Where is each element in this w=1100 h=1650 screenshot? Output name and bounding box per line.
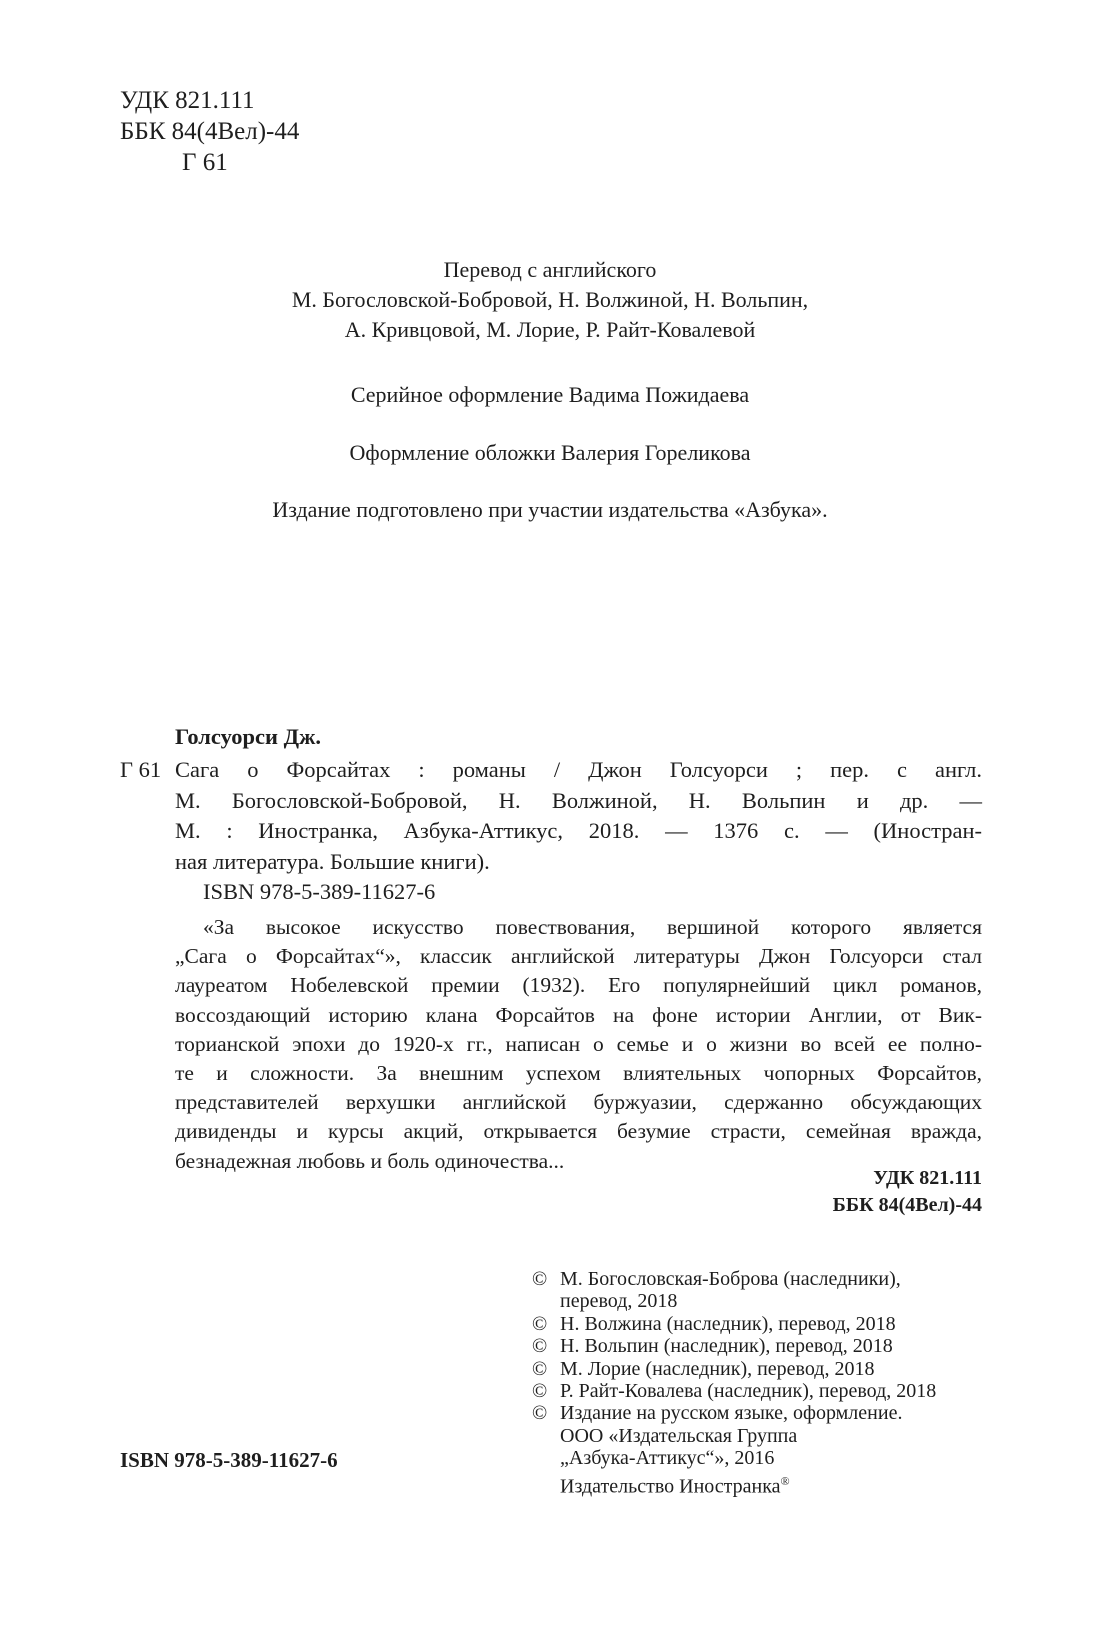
copyright-line: Издание на русском языке, оформление. (560, 1402, 903, 1425)
copyright-line: М. Богословская-Боброва (наследники), (560, 1268, 901, 1290)
record-line: М. : Иностранка, Азбука-Аттикус, 2018. — 1376 с. — (Иностран- (175, 818, 982, 843)
record-author-mark: Г 61 (120, 757, 162, 782)
copyright-entry (532, 1380, 936, 1402)
footer-bbk-code: ББК 84(4Вел)-44 (832, 1194, 982, 1216)
copyright-icon: © (532, 1402, 548, 1425)
abstract (175, 913, 982, 1176)
translators-line-1: М. Богословской-Бобровой, Н. Волжиной, Н. Вольпин, (291, 287, 809, 312)
copyright-line: перевод, 2018 (560, 1290, 678, 1313)
registered-trademark-icon: ® (780, 1473, 790, 1488)
copyright-icon: © (532, 1268, 548, 1290)
abstract-line: дивиденды и курсы акций, открывается безумие страсти, семейная вражда, (175, 1119, 982, 1144)
copyright-entry (532, 1358, 936, 1380)
abstract-line: лауреатом Нобелевской премии (1932). Его популярнейший цикл романов, (175, 973, 982, 998)
copyright-icon: © (532, 1357, 548, 1380)
copyright-entry (532, 1335, 936, 1357)
author-mark: Г 61 (182, 149, 228, 176)
abstract-line: «За высокое искусство повествования, вершиной которого является (203, 915, 982, 939)
record-line: ная литература. Большие книги). (175, 848, 490, 874)
copyright-entry (532, 1268, 936, 1313)
footer-udk-code: УДК 821.111 (873, 1167, 982, 1189)
prepared-with-credit: Издание подготовлено при участии издательства «Азбука». (272, 497, 828, 522)
copyright-icon: © (532, 1380, 548, 1403)
abstract-line: безнадежная любовь и боль одиночества... (175, 1148, 565, 1173)
series-design-credit: Серийное оформление Вадима Пожидаева (350, 382, 750, 407)
abstract-line: те и сложности. За внешним успехом влиятельных чопорных Форсайтов, (175, 1061, 982, 1086)
copyright-line: Р. Райт-Ковалева (наследник), перевод, 2018 (560, 1380, 937, 1403)
abstract-line: воссоздающий историю клана Форсайтов на фоне истории Англии, от Вик- (175, 1002, 982, 1027)
copyright-icon: © (532, 1312, 548, 1335)
abstract-line: представителей верхушки английской буржуазии, сдержанно обсуждающих (175, 1090, 982, 1115)
copyright-line: Н. Волжина (наследник), перевод, 2018 (560, 1312, 896, 1335)
translation-label: Перевод с английского (443, 257, 657, 282)
record-isbn: ISBN 978-5-389-11627-6 (203, 879, 436, 904)
record-line: Сага о Форсайтах : романы / Джон Голсуорси ; пер. с англ. (175, 757, 982, 782)
copyright-entry (532, 1402, 936, 1497)
abstract-line: „Сага о Форсайтах“», классик английской литературы Джон Голсуорси стал (175, 944, 982, 969)
record-text (175, 755, 982, 877)
udk-code: УДК 821.111 (120, 87, 255, 114)
copyright-icon: © (532, 1335, 548, 1358)
copyright-line: ООО «Издательская Группа (560, 1424, 798, 1447)
translators-line-2: А. Кривцовой, М. Лорие, Р. Райт-Ковалевой (344, 317, 756, 342)
bbk-code: ББК 84(4Вел)-44 (120, 118, 300, 145)
footer-isbn: ISBN 978-5-389-11627-6 (120, 1448, 338, 1472)
copyright-line: Издательство Иностранка (560, 1475, 781, 1498)
copyright-line: М. Лорие (наследник), перевод, 2018 (560, 1357, 875, 1380)
copyright-line: „Азбука-Аттикус“», 2016 (560, 1447, 775, 1470)
copyright-line: Н. Вольпин (наследник), перевод, 2018 (560, 1335, 893, 1358)
record-line: М. Богословской-Бобровой, Н. Волжиной, Н. Вольпин и др. — (175, 787, 982, 813)
abstract-line: торианской эпохи до 1920-х гг., написан о семье и о жизни во всей ее полно- (175, 1031, 982, 1056)
copyright-entry (532, 1313, 936, 1335)
author-heading: Голсуорси Дж. (175, 724, 322, 749)
cover-design-credit: Оформление обложки Валерия Гореликова (349, 440, 751, 465)
copyright-block (532, 1268, 936, 1498)
